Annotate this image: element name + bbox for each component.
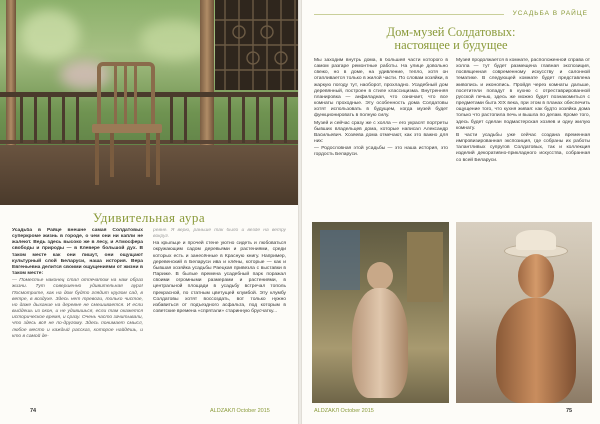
painting: [320, 230, 360, 290]
left-column-1: [12, 228, 143, 403]
paragraph: В части усадьбы уже сейчас создана временная импровизированная экспозиция, где собраны их работы талантливых супругов Солдатовых, так и коллекция изделий декоративно-прикладного искусства, собранная со всей Беларуси.: [456, 132, 590, 163]
page-number: 74: [30, 408, 37, 414]
section-rule: [314, 14, 504, 15]
bust-body: [496, 298, 576, 403]
paragraph: Мы заходим внутрь дома, в большей части которого в самом разгаре ремонтные работы. На улице довольно свежо, но в доме, на удивление, тепло, хотя он отапливается только в жилой части. По словам хозяйки, в жаркую погоду тут, наоборот, прохладно. Усадебный дом деревянный, построен в стиле классицизма. Внутренняя планировка — анфиладная, что означает, что все комнаты проходные. Эту особенность дома Солдатовы хотят использовать в будущем, когда музей будет функционировать в полную силу.: [314, 58, 448, 119]
paragraph: Усадьба в Райце внешне самая Солдатовых суперкроме жизнь в городе, о чем они ни капли не жалеют. Ведь здесь высоко же в лесу, и Атмосфера свободы и природы — в Клевере большой дух. В таком месте как они пишут, они ощущают культурный слой Беларуси, наша история. Вера Евгеньевна делится своими ощущениями от жизни в таком месте:: [12, 228, 143, 277]
right-column-1: [314, 58, 448, 218]
left-footer-magazine: ALDZAKЛ October 2015: [210, 408, 270, 414]
section-label: УСАДЬБА В РАЙЦЕ: [512, 10, 588, 17]
right-footer: [566, 408, 572, 414]
left-page: [0, 0, 298, 424]
page-number: 75: [566, 408, 573, 414]
right-article-title: [302, 26, 600, 52]
paragraph: Музей продолжается в комнате, расположенной справа от холла — тут будет размещена главная экспозиция, посвященная современному искусству и салонной тематике. В следующей комнате будет представлена живопись и иконопись. Пройдя через комнаты дальше, посетители попадут в кухню с отреставрированной русской печью, здесь же можно будет познакомиться с предметами быта XIX века, при этом в планах обеспечить ощущение того, что кухня живая: как будто хозяйка дома только что растопила печь и вышла по делам. Кроме того, здесь будет сделан подмастерская хозяев и одну жилую комнату.: [456, 58, 590, 131]
left-footer: [30, 408, 36, 414]
paragraph: — Родословная этой усадьбы — это наша история, это гордость Беларуси.: [314, 146, 448, 158]
window-grille: [215, 0, 298, 90]
frame: [407, 232, 443, 302]
right-column-2: [456, 58, 590, 218]
paragraph: ревне. Я верю, раньше так было и везде на ветру вокруг.: [153, 228, 286, 240]
statue-head: [367, 262, 393, 290]
statue-painting-photo: [312, 222, 449, 403]
bust-with-hat-photo: [456, 222, 592, 403]
title-line: настоящее и будущее: [394, 38, 508, 52]
paragraph: — Поместье наконец стал отпечатом на нам образ жизни. Тут совершенно удивительная аура! Посмотрите, как на дом будто глядит кругом сад, в ветре, в воздухе. Здесь нет тревоги, только чистое, но даже дыхание на деревне не смешивается. И если выйдешь из окон, и не удивишься, если там окажется историческое время, и сразу. Очень часто зачитывали, что здесь всё не по-другому. Здесь понимает смысл, любое место и каждый рассказ, которое найдёшь, и кто в самой де-: [12, 278, 143, 339]
right-footer-magazine: ALDZAKЛ October 2015: [314, 408, 374, 414]
paragraph: На крыльце и прочей стене уютно сидеть и любоваться окружающим садом деревьями и растениями, среди которых есть и занесённые в Красную книгу. Например, деревенский в Беларуси ива и клёны, которые — как и бывшая хозяйка усадьбы Раецкая привезла с выставки в Париже. В былые времена усадебный парк поражал своими огромными размерами и растениями, в центральной площади в усадьбу встречал тополь прекрасной, по статным цветущей клумбой. Эту клумбу Солдатовы хотят воссоздать, вот только нужно избавиться от подъездного асфальта, под которым в советские времена «спрятали» старинную брусчатку...: [153, 241, 286, 315]
left-column-2: [153, 228, 286, 403]
bust-head: [518, 254, 554, 298]
right-page: [302, 0, 600, 424]
porch-chair-photo: [0, 0, 298, 205]
statue-body: [352, 288, 408, 398]
hat-crown: [516, 230, 556, 250]
paragraph: Музей и сейчас сразу же с холла — его украсят портреты бывших владельцев дома, которые написал Александр Васильевич. Хозяева дома отмечают, как это важно для них:: [314, 120, 448, 145]
title-line: Дом-музей Солдатовых:: [386, 25, 516, 39]
left-article-title: Удивительная аура: [92, 210, 206, 225]
